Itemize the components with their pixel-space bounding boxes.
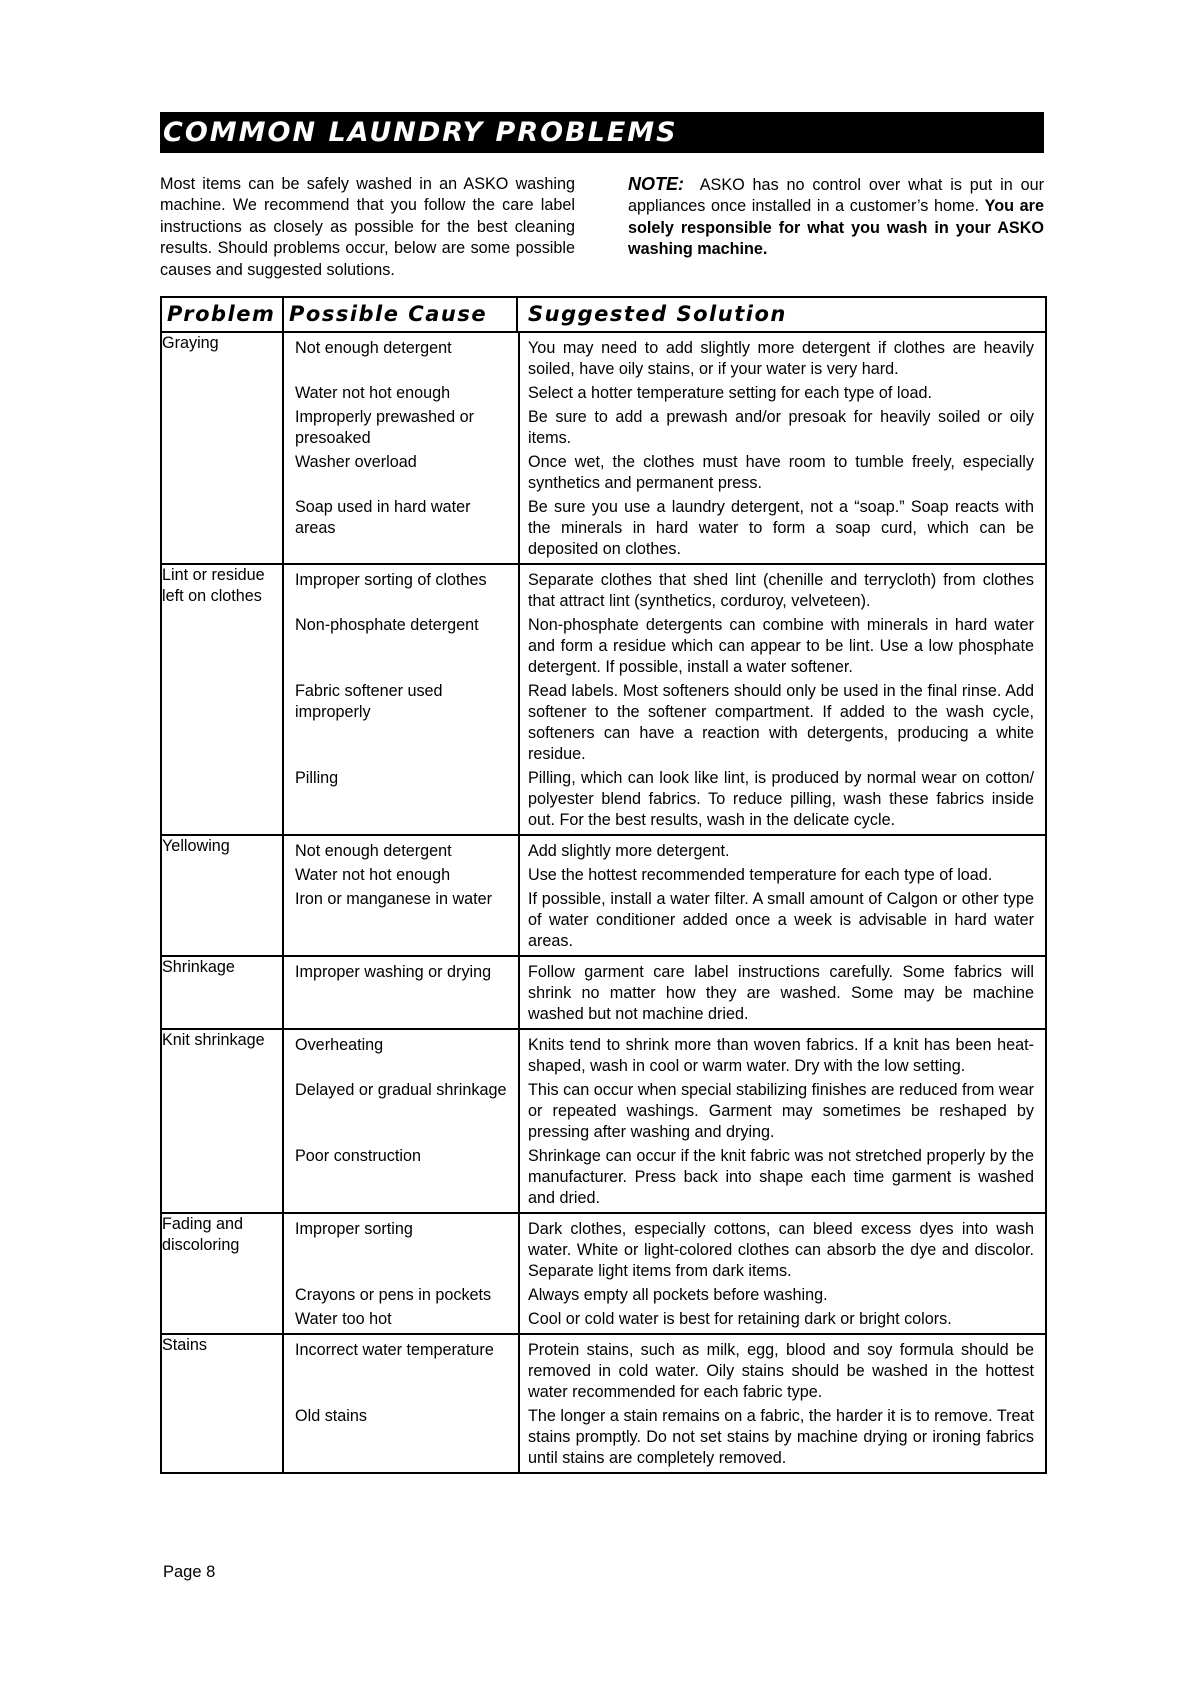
cause-text: Pilling [295,769,339,787]
cause-solution-cell [283,564,1046,835]
laundry-problems-table [160,296,1047,1474]
solution-text: Be sure to add a prewash and/or presoak for heavily soiled or oily items. [518,404,1047,449]
cause-text: Improperly prewashed or presoaked [295,408,475,447]
solution-text: This can occur when special stabilizing finishes are reduced from wear or repeated washings. Garment may sometimes be reshaped by pressing after washing and drying. [518,1077,1047,1143]
cause-text: Washer overload [295,453,417,471]
note-text: ASKO has no control over what is put in our appliances once installed in a customer’s home. [628,176,1044,216]
table-row [161,332,1046,564]
problem-cell: Lint or residue left on clothes [161,564,283,835]
cause-solution-pair [284,612,1045,678]
cause-text: Water not hot enough [295,384,451,402]
cause-solution-pair [284,494,1045,563]
cause-text: Water too hot [295,1310,392,1328]
cause-solution-pair [284,404,1045,449]
cause-text: Fabric softener used improperly [295,682,443,721]
problem-cell: Knit shrinkage [161,1029,283,1213]
solution-text: Non-phosphate detergents can combine with minerals in hard water and form a residue which can appear to be lint. Use a low phosphate detergent. If possible, install a water softener. [518,612,1047,678]
note-label: NOTE: [628,174,684,194]
solution-text: The longer a stain remains on a fabric, the harder it is to remove. Treat stains promptly. Do not set stains by machine drying or ironing fabrics until stains are completely removed. [518,1403,1047,1472]
note-paragraph [628,174,1044,261]
cause-text: Improper washing or drying [295,963,492,981]
cause-solution-pair [284,1077,1045,1143]
table-row [161,1334,1046,1473]
cause-solution-cell [283,1334,1046,1473]
problem-cell: Graying [161,332,283,564]
solution-text: Add slightly more detergent. [518,836,1047,862]
cause-solution-pair [284,862,1045,886]
solution-text: Once wet, the clothes must have room to tumble freely, especially synthetics and permanent press. [518,449,1047,494]
solution-text: Follow garment care label instructions carefully. Some fabrics will shrink no matter how they are washed. Some may be machine washed but not machine dried. [518,957,1047,1028]
cause-solution-pair [284,1282,1045,1306]
solution-text: If possible, install a water filter. A small amount of Calgon or other type of water conditioner added once a week is advisable in hard water areas. [518,886,1047,955]
cause-text: Non-phosphate detergent [295,616,479,634]
cause-text: Improper sorting of clothes [295,571,487,589]
solution-text: Separate clothes that shed lint (chenille and terrycloth) from clothes that attract lint (synthetics, corduroy, velveteen). [518,565,1047,612]
cause-solution-cell [283,1029,1046,1213]
cause-text: Water not hot enough [295,866,451,884]
cause-text: Old stains [295,1407,367,1425]
cause-solution-cell [283,1213,1046,1334]
cause-solution-cell [283,956,1046,1029]
table-row [161,564,1046,835]
cause-solution-cell [283,835,1046,956]
problem-cell: Yellowing [161,835,283,956]
cause-text: Delayed or gradual shrinkage [295,1081,507,1099]
cause-text: Poor construction [295,1147,421,1165]
table-body [161,332,1046,1473]
solution-text: Protein stains, such as milk, egg, blood and soy formula should be removed in cold water. Oily stains should be washed in the hottest water recommended for each fabric type. [518,1335,1047,1403]
table-row [161,1029,1046,1213]
cause-solution-pair [284,1306,1045,1333]
cause-solution-pair [284,886,1045,955]
cause-solution-pair [284,565,1045,612]
note-bold-text: You are solely responsible for what you wash in your ASKO washing machine. [628,197,1044,259]
cause-solution-pair [284,333,1045,380]
solution-text: Be sure you use a laundry detergent, not a “soap.” Soap reacts with the minerals in hard water to form a soap curd, which can be deposited on clothes. [518,494,1047,563]
table-row [161,1213,1046,1334]
cause-text: Iron or manganese in water [295,890,493,908]
intro-paragraph: Most items can be safely washed in an ASKO washing machine. We recommend that you follow the care label instructions as closely as possible for the best cleaning results. Should problems occur, below are some possible causes and suggested solutions. [160,175,575,279]
header-possible-cause: Possible Cause [283,297,517,332]
cause-solution-pair [284,449,1045,494]
cause-solution-pair [284,836,1045,862]
solution-text: Select a hotter temperature setting for each type of load. [518,380,1047,404]
cause-text: Crayons or pens in pockets [295,1286,492,1304]
solution-text: Cool or cold water is best for retaining dark or bright colors. [518,1306,1047,1333]
cause-text: Soap used in hard water areas [295,498,471,537]
table-header-row [161,297,1046,332]
solution-text: Use the hottest recommended temperature for each type of load. [518,862,1047,886]
cause-solution-pair [284,1403,1045,1472]
cause-text: Not enough detergent [295,842,452,860]
cause-solution-cell [283,332,1046,564]
cause-text: Not enough detergent [295,339,452,357]
header-suggested-solution: Suggested Solution [517,297,1046,332]
cause-solution-pair [284,380,1045,404]
cause-solution-pair [284,1335,1045,1403]
solution-text: Shrinkage can occur if the knit fabric was not stretched properly by the manufacturer. Press back into shape each time garment is washed and dried. [518,1143,1047,1212]
solution-text: Always empty all pockets before washing. [518,1282,1047,1306]
cause-text: Overheating [295,1036,384,1054]
cause-solution-pair [284,1143,1045,1212]
table-row [161,835,1046,956]
table-row [161,956,1046,1029]
solution-text: Dark clothes, especially cottons, can bleed excess dyes into wash water. White or light-colored clothes can absorb the dye and discolor. Separate light items from dark items. [518,1214,1047,1282]
cause-solution-pair [284,678,1045,765]
solution-text: Knits tend to shrink more than woven fabrics. If a knit has been heat-shaped, wash in cool or warm water. Dry with the low setting. [518,1030,1047,1077]
solution-text: Pilling, which can look like lint, is produced by normal wear on cotton/ polyester blend fabrics. To reduce pilling, wash these fabrics inside out. For the best results, wash in the delicate cycle. [518,765,1047,834]
solution-text: Read labels. Most softeners should only be used in the final rinse. Add softener to the softener compartment. If added to the wash cycle, softeners can have a reaction with detergents, producing a white residue. [518,678,1047,765]
cause-solution-pair [284,1030,1045,1077]
problem-cell: Shrinkage [161,956,283,1029]
cause-solution-pair [284,957,1045,1028]
problem-cell: Stains [161,1334,283,1473]
page-title: COMMON LAUNDRY PROBLEMS [160,112,1044,153]
solution-text: You may need to add slightly more detergent if clothes are heavily soiled, have oily stains, or if your water is very hard. [518,333,1047,380]
cause-text: Improper sorting [295,1220,413,1238]
cause-solution-pair [284,1214,1045,1282]
page-number: Page 8 [163,1563,216,1581]
problem-cell: Fading and discoloring [161,1213,283,1334]
header-problem: Problem [161,297,283,332]
cause-solution-pair [284,765,1045,834]
cause-text: Incorrect water temperature [295,1341,494,1359]
